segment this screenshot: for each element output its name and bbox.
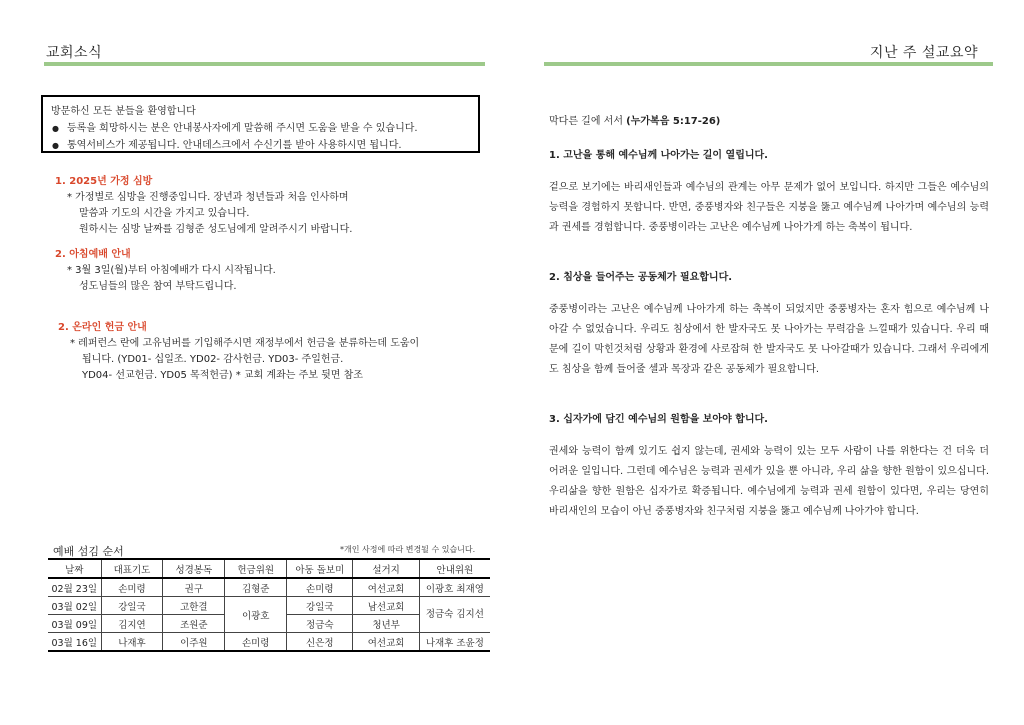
sermon-point-body: 권세와 능력이 함께 있기도 쉽지 않는데, 권세와 능력이 있는 모두 사람이 나를 위한다는 건 더욱 더 어려운 일입니다. 그런데 예수님은 능력과 권세가 있을 뿐 아니라, 우리 삶을 향한 원함이 있으십니다. 우리삶을 향한 원함은 십자가로 확증됩니다. 예수님에게 능력과 권세 원함이 있다면, 우리는 당연히 바리새인의 모습이 아닌 중풍병자와 친구처럼 지붕을 뚫고 예수님께 나아가야 합니다. bbox=[549, 446, 989, 517]
cell-prayer: 김지연 bbox=[101, 615, 163, 633]
cell-dishes: 남선교회 bbox=[353, 597, 419, 615]
news-body bbox=[55, 190, 352, 238]
sermon-point-3-body bbox=[549, 442, 989, 522]
column-header-prayer: 대표기도 bbox=[101, 559, 163, 578]
news-line: YD04- 선교헌금. YD05 목적헌금) * 교회 계좌는 주보 뒷면 참조 bbox=[82, 370, 363, 381]
news-line: * 가정별로 심방을 진행중입니다. 장년과 청년들과 처음 인사하며 bbox=[67, 192, 349, 203]
cell-date: 02월 23일 bbox=[48, 578, 101, 597]
cell-dishes: 청년부 bbox=[353, 615, 419, 633]
cell-dishes: 여선교회 bbox=[353, 578, 419, 597]
sermon-point-body: 중풍병이라는 고난은 예수님께 나아가게 하는 축복이 되었지만 중풍병자는 혼자 힘으로 예수님께 나아갈 수 없었습니다. 우리도 침상에서 한 발자국도 못 나아가는 무력감을 느낄때가 있습니다. 우리 때문에 길이 막힌것처럼 상황과 환경에 사로잡혀 한 발자국도 못 나아갈때가 있습니다. 그래서 우리에게도 침상을 함께 들어줄 셀과 목장과 같은 공동체가 필요합니다. bbox=[549, 304, 989, 375]
column-header-date: 날짜 bbox=[48, 559, 101, 578]
news-title bbox=[58, 320, 419, 336]
cell-offering: 김형준 bbox=[225, 578, 287, 597]
column-header-offering: 헌금위원 bbox=[225, 559, 287, 578]
news-line: 원하시는 심방 날짜를 김형준 성도님에게 알려주시기 바랍니다. bbox=[79, 224, 353, 235]
cell-reading: 조원준 bbox=[163, 615, 225, 633]
welcome-item-translation: ● 통역서비스가 제공됩니다. 안내데스크에서 수신기를 받아 사용하시면 됩니다. bbox=[51, 137, 470, 154]
cell-reading: 권구 bbox=[163, 578, 225, 597]
cell-dishes: 여선교회 bbox=[353, 633, 419, 652]
sermon-point-1-heading bbox=[549, 146, 989, 166]
right-header-divider bbox=[544, 62, 993, 66]
table-row bbox=[48, 578, 490, 597]
news-number: 2. bbox=[58, 322, 69, 333]
news-body bbox=[55, 263, 276, 295]
news-item-home-visit bbox=[55, 174, 352, 238]
schedule-title: 예배 섬김 순서 bbox=[53, 545, 124, 558]
column-header-dishes: 설거지 bbox=[353, 559, 419, 578]
church-news-title: 교회소식 bbox=[46, 45, 103, 61]
sermon-title: 막다른 길에 서서 bbox=[549, 116, 623, 127]
news-line: 성도님들의 많은 참여 부탁드립니다. bbox=[79, 281, 237, 292]
sermon-point-2-heading bbox=[549, 268, 989, 288]
column-header-usher: 안내위원 bbox=[419, 559, 490, 578]
table-row bbox=[48, 597, 490, 615]
cell-date: 03월 02일 bbox=[48, 597, 101, 615]
news-body bbox=[58, 336, 419, 384]
sermon-point-heading: 1. 고난을 통해 예수님께 나아가는 길이 열립니다. bbox=[549, 150, 768, 161]
sermon-reference: (누가복음 5:17-26) bbox=[626, 116, 721, 127]
cell-childcare: 정금숙 bbox=[287, 615, 353, 633]
sermon-point-3-heading bbox=[549, 410, 989, 430]
news-line: 말씀과 기도의 시간을 가지고 있습니다. bbox=[79, 208, 250, 219]
cell-date: 03월 09일 bbox=[48, 615, 101, 633]
news-line: 됩니다. (YD01- 십일조. YD02- 감사헌금. YD03- 주일헌금. bbox=[82, 354, 344, 365]
welcome-box bbox=[41, 95, 480, 153]
sermon-point-heading: 3. 십자가에 담긴 예수님의 원함을 보아야 합니다. bbox=[549, 414, 768, 425]
news-number: 2. bbox=[55, 249, 66, 260]
sermon-point-2-body bbox=[549, 300, 989, 380]
news-line: * 레퍼런스 란에 고유넘버를 기입해주시면 재정부에서 헌금을 분류하는데 도움이 bbox=[70, 338, 420, 349]
news-title-text: 아침예배 안내 bbox=[69, 249, 131, 260]
cell-prayer: 나재후 bbox=[101, 633, 163, 652]
welcome-list bbox=[51, 120, 470, 154]
schedule-note: *개인 사정에 따라 변경될 수 있습니다. bbox=[340, 545, 476, 554]
news-line: * 3월 3일(월)부터 아침예배가 다시 시작됩니다. bbox=[67, 265, 276, 276]
sermon-summary-title: 지난 주 설교요약 bbox=[869, 45, 978, 61]
cell-usher: 나재후 조윤정 bbox=[419, 633, 490, 652]
cell-reading: 고한결 bbox=[163, 597, 225, 615]
cell-usher: 이광호 최재영 bbox=[419, 578, 490, 597]
sermon-heading bbox=[549, 112, 989, 132]
table-header-row bbox=[48, 559, 490, 578]
cell-reading: 이주원 bbox=[163, 633, 225, 652]
news-title bbox=[55, 174, 352, 190]
news-item-online-offering bbox=[58, 320, 419, 384]
column-header-childcare: 아동 돌보미 bbox=[287, 559, 353, 578]
service-schedule-table bbox=[48, 558, 490, 652]
news-number: 1. bbox=[55, 176, 66, 187]
welcome-item-register: ● 등록을 희망하시는 분은 안내봉사자에게 말씀해 주시면 도움을 받을 수 있습니다. bbox=[51, 120, 470, 137]
column-header-reading: 성경봉독 bbox=[163, 559, 225, 578]
cell-date: 03월 16일 bbox=[48, 633, 101, 652]
table-row bbox=[48, 633, 490, 652]
cell-offering: 손미령 bbox=[225, 633, 287, 652]
news-title-text: 온라인 헌금 안내 bbox=[72, 322, 147, 333]
sermon-point-body: 겉으로 보기에는 바리새인들과 예수님의 관계는 아무 문제가 없어 보입니다. 하지만 그들은 예수님의 능력을 경험하지 못합니다. 반면, 중풍병자와 친구들은 지붕을 뚫고 예수님께 나아가며 예수님의 능력과 권세를 경험합니다. 중풍병이라는 고난은 예수님께 나아가게 하는 축복이 됩니다. bbox=[549, 182, 989, 233]
sermon-point-1-body bbox=[549, 178, 989, 238]
cell-prayer: 손미령 bbox=[101, 578, 163, 597]
news-title bbox=[55, 247, 276, 263]
left-header-divider bbox=[44, 62, 485, 66]
news-item-morning-service bbox=[55, 247, 276, 295]
cell-usher: 정금숙 김지선 bbox=[419, 597, 490, 633]
cell-childcare: 신은정 bbox=[287, 633, 353, 652]
cell-childcare: 강일국 bbox=[287, 597, 353, 615]
cell-childcare: 손미령 bbox=[287, 578, 353, 597]
welcome-title: 방문하신 모든 분들을 환영합니다 bbox=[51, 106, 196, 117]
cell-prayer: 강일국 bbox=[101, 597, 163, 615]
sermon-point-heading: 2. 침상을 들어주는 공동체가 필요합니다. bbox=[549, 272, 733, 283]
cell-offering: 이광호 bbox=[225, 597, 287, 633]
news-title-text: 2025년 가정 심방 bbox=[69, 176, 153, 187]
